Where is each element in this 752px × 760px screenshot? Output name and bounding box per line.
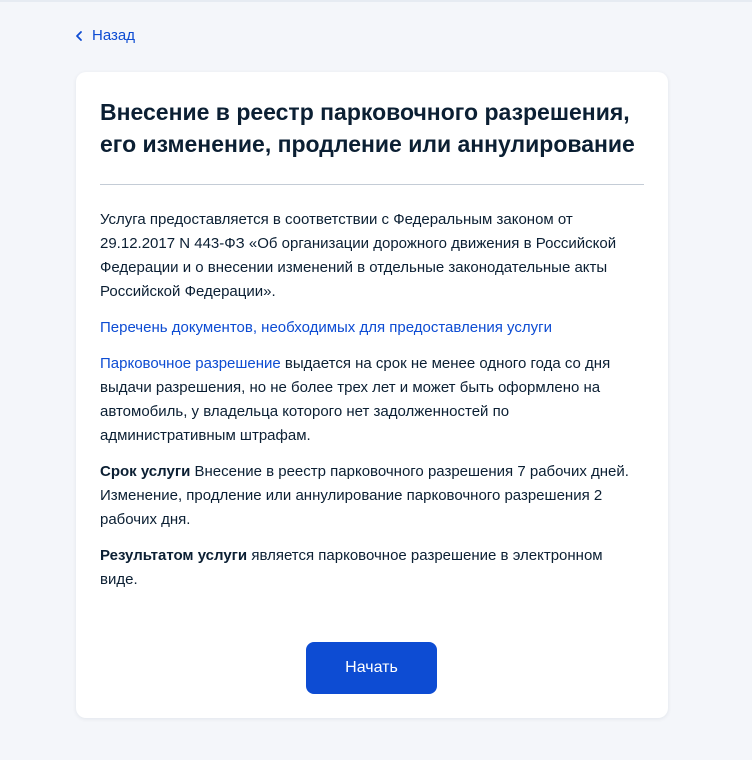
term-label: Срок услуги xyxy=(100,463,191,480)
result-text: является парковочное разрешение в электронном виде. xyxy=(100,547,603,588)
permit-link[interactable]: Парковочное разрешение xyxy=(100,355,281,372)
service-description xyxy=(100,208,644,592)
law-paragraph: Услуга предоставляется в соответствии с Федеральным законом от 29.12.2017 N 443-ФЗ «Об организации дорожного движения в Российской Федерации и о внесении изменений в отдельные законодательные акты Российской Федерации». xyxy=(100,211,617,300)
documents-link[interactable]: Перечень документов, необходимых для предоставления услуги xyxy=(100,319,552,336)
permit-text: выдается на срок не менее одного года со дня выдачи разрешения, но не более трех лет и может быть оформлено на автомобиль, у владельца которого нет задолженностей по административным штрафам. xyxy=(100,355,611,444)
back-link[interactable] xyxy=(74,27,135,44)
term-text-2: Изменение, продление или аннулирование парковочного разрешения 2 рабочих дня. xyxy=(100,487,603,528)
documents-paragraph xyxy=(100,316,644,340)
start-button[interactable]: Начать xyxy=(306,642,437,694)
chevron-left-icon xyxy=(74,29,84,43)
title-divider xyxy=(100,184,644,185)
page-title: Внесение в реестр парковочного разрешения, его изменение, продление или аннулирование xyxy=(100,99,635,157)
result-paragraph xyxy=(100,544,644,592)
permit-paragraph xyxy=(100,352,644,448)
result-label: Результатом услуги xyxy=(100,547,248,564)
service-card xyxy=(76,72,668,718)
header-divider xyxy=(0,0,752,2)
term-text-1: Внесение в реестр парковочного разрешения 7 рабочих дней. xyxy=(190,463,629,480)
back-link-label: Назад xyxy=(92,27,135,44)
term-paragraph xyxy=(100,460,644,532)
